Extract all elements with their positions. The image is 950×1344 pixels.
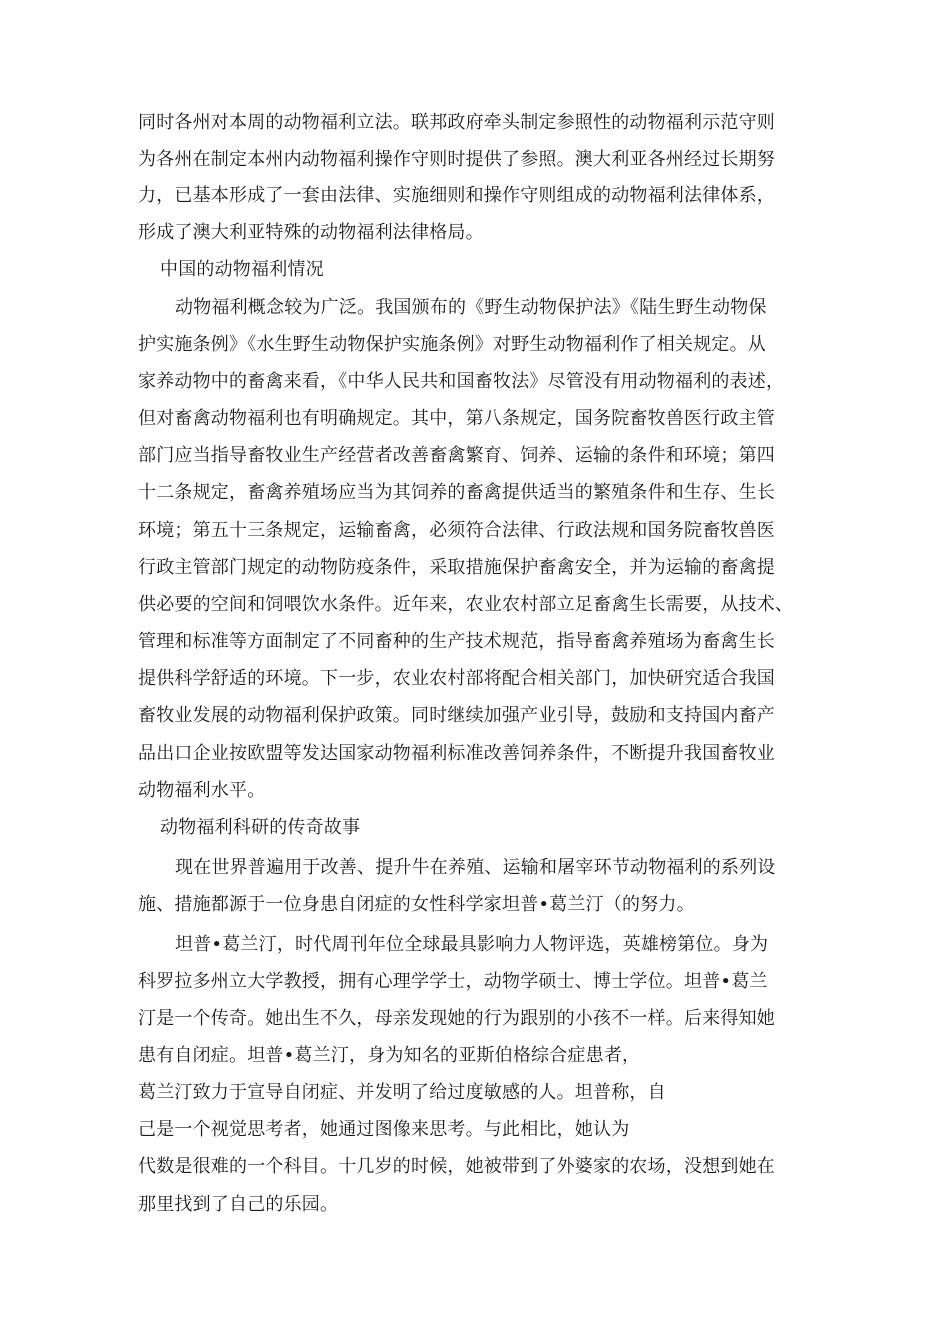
text-line: 己是一个视觉思考者，她通过图像来思考。与此相比，她认为 (138, 1119, 630, 1140)
text-line: 动物福利水平。 (138, 780, 266, 801)
text-line: 行政主管部门规定的动物防疫条件，采取措施保护畜禽安全，并为运输的畜禽提 (138, 557, 775, 578)
text-line: 患有自闭症。坦普•葛兰汀，身为知名的亚斯伯格综合症患者， (138, 1045, 641, 1066)
text-line: 品出口企业按欧盟等发达国家动物福利标准改善饲养条件，不断提升我国畜牧业 (138, 743, 775, 764)
text-line: 那里找到了自己的乐园。 (138, 1194, 339, 1215)
text-line: 环境；第五十三条规定，运输畜禽，必须符合法律、行政法规和国务院畜牧兽医 (138, 520, 775, 541)
text-line: 坦普•葛兰汀，时代周刊年位全球最具影响力人物评选，英雄榜第位。身为 (175, 934, 769, 955)
text-line: 代数是很难的一个科目。十几岁的时候，她被带到了外婆家的农场，没想到她在 (138, 1156, 775, 1177)
text-line: 葛兰汀致力于宣导自闭症、并发明了给过度敏感的人。坦普称，自 (138, 1082, 666, 1103)
text-line: 汀是一个传奇。她出生不久，母亲发现她的行为跟别的小孩不一样。后来得知她 (138, 1008, 775, 1029)
text-line: 畜牧业发展的动物福利保护政策。同时继续加强产业引导，鼓励和支持国内畜产 (138, 705, 775, 726)
text-line: 家养动物中的畜禽来看，《中华人民共和国畜牧法》尽管没有用动物福利的表述， (138, 371, 785, 392)
text-line: 施、措施都源于一位身患自闭症的女性科学家坦普•葛兰汀（的努力。 (138, 894, 695, 915)
text-line: 部门应当指导畜牧业生产经营者改善畜禽繁育、饲养、运输的条件和环境；第四 (138, 445, 775, 466)
text-line: 护实施条例》《水生野生动物保护实施条例》对野生动物福利作了相关规定。从 (138, 334, 766, 355)
section-heading: 中国的动物福利情况 (160, 259, 324, 280)
text-line: 管理和标准等方面制定了不同畜种的生产技术规范，指导畜禽养殖场为畜禽生长 (138, 631, 775, 652)
text-line: 供必要的空间和饲喂饮水条件。近年来，农业农村部立足畜禽生长需要，从技术、 (138, 594, 794, 615)
text-line: 同时各州对本周的动物福利立法。联邦政府牵头制定参照性的动物福利示范守则 (138, 112, 775, 133)
text-line: 科罗拉多州立大学教授，拥有心理学学士，动物学硕士、博士学位。坦普•葛兰 (138, 971, 768, 992)
text-line: 为各州在制定本州内动物福利操作守则时提供了参照。澳大利亚各州经过长期努 (138, 149, 775, 170)
text-line: 现在世界普遍用于改善、提升牛在养殖、运输和屠宰环节动物福利的系列设 (175, 857, 776, 878)
section-heading: 动物福利科研的传奇故事 (160, 817, 361, 838)
text-line: 提供科学舒适的环境。下一步，农业农村部将配合相关部门，加快研究适合我国 (138, 668, 775, 689)
text-line: 但对畜禽动物福利也有明确规定。其中，第八条规定，国务院畜牧兽医行政主管 (138, 408, 775, 429)
text-line: 形成了澳大利亚特殊的动物福利法律格局。 (138, 222, 484, 243)
text-line: 十二条规定，畜禽养殖场应当为其饲养的畜禽提供适当的繁殖条件和生存、生长 (138, 482, 775, 503)
text-line: 动物福利概念较为广泛。我国颁布的《野生动物保护法》《陆生野生动物保 (175, 297, 767, 318)
text-line: 力，已基本形成了一套由法律、实施细则和操作守则组成的动物福利法律体系， (138, 185, 775, 206)
